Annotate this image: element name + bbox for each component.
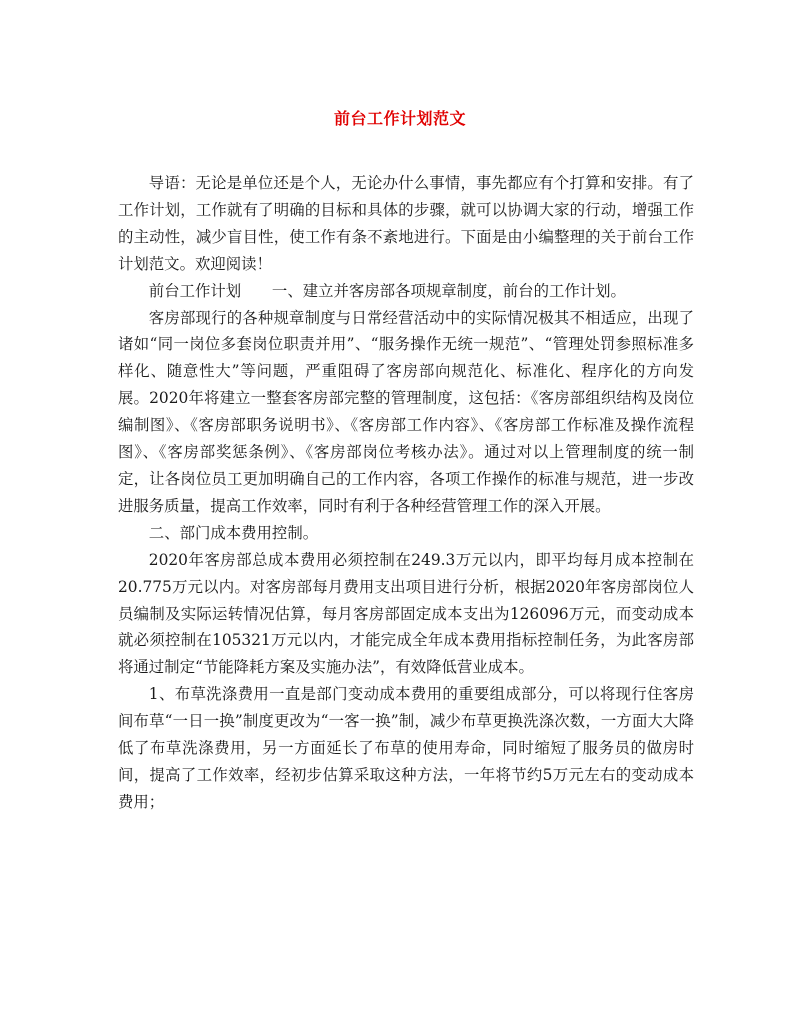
- document-title: 前台工作计划范文: [333, 109, 466, 128]
- paragraph-intro: 导语：无论是单位还是个人，无论办什么事情，事先都应有个打算和安排。有了工作计划，工作就有了明确的目标和具体的步骤，就可以协调大家的行动，增强工作的主动性，减少盲目性，使工作有条不紊地进行。下面是由小编整理的关于前台工作计划范文。欢迎阅读！: [118, 174, 694, 273]
- paragraph-section-1-heading: 前台工作计划 一、建立并客房部各项规章制度，前台的工作计划。: [148, 281, 626, 300]
- paragraph-rules: 客房部现行的各种规章制度与日常经营活动中的实际情况极其不相适应，出现了诸如“同一岗位多套岗位职责并用”、“服务操作无统一规范”、“管理处罚参照标准多样化、随意性大”等问题，严重阻碍了客房部向规范化、标准化、程序化的方向发展。2020年将建立一整套客房部完整的管理制度，这包括：《客房部组织结构及岗位编制图》、《客房部职务说明书》、《客房部工作内容》、《客房部工作标准及操作流程图》、《客房部奖惩条例》、《客房部岗位考核办法》。通过对以上管理制度的统一制定，让各岗位员工更加明确自己的工作内容，各项工作操作的标准与规范，进一步改进服务质量，提高工作效率，同时有利于各种经营管理工作的深入开展。: [118, 308, 694, 515]
- paragraph-linen-washing: 1、布草洗涤费用一直是部门变动成本费用的重要组成部分，可以将现行住客房间布草“一日一换”制度更改为“一客一换”制，减少布草更换洗涤次数，一方面大大降低了布草洗涤费用，另一方面延长了布草的使用寿命，同时缩短了服务员的做房时间，提高了工作效率，经初步估算采取这种方法，一年将节约5万元左右的变动成本费用；: [118, 685, 694, 811]
- paragraph-cost-control: 2020年客房部总成本费用必须控制在249.3万元以内，即平均每月成本控制在20.775万元以内。对客房部每月费用支出项目进行分析，根据2020年客房部岗位人员编制及实际运转情况估算，每月客房部固定成本支出为126096万元，而变动成本就必须控制在105321万元以内，才能完成全年成本费用指标控制任务，为此客房部将通过制定“节能降耗方案及实施办法”，有效降低营业成本。: [118, 550, 694, 677]
- document-body: [118, 170, 694, 816]
- paragraph-section-2-heading: 二、部门成本费用控制。: [148, 523, 319, 542]
